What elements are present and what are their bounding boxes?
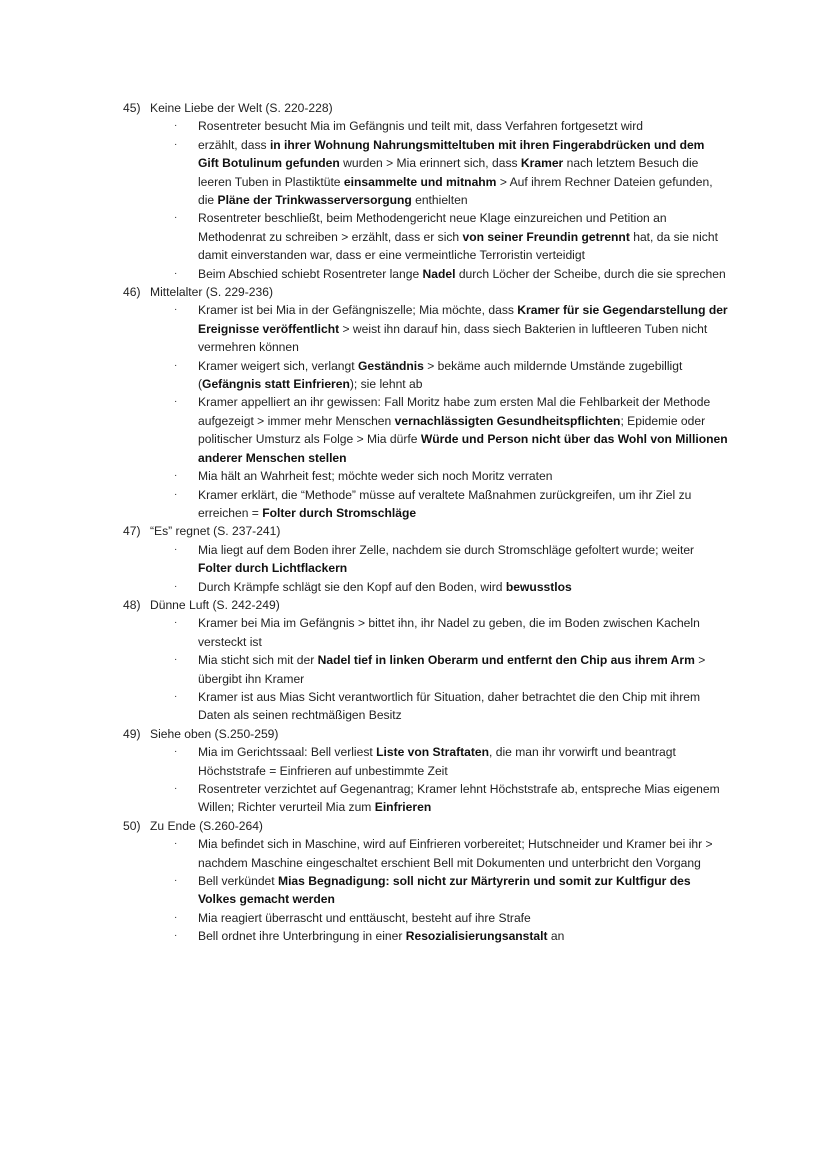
bullet-item <box>123 651 728 688</box>
text: wurden > Mia erinnert sich, dass <box>339 156 521 171</box>
bold-text: vernachlässigten Gesundheitspflichten <box>394 413 621 428</box>
bullet-dot-icon: · <box>174 690 178 702</box>
bold-text: Folter durch Lichtflackern <box>198 561 348 576</box>
bold-text: Würde und Person nicht über das Wohl von Millionen anderer Menschen stellen <box>198 432 728 465</box>
bullet-item <box>123 909 728 927</box>
chapter-heading <box>123 522 728 540</box>
bullet-item <box>123 578 728 596</box>
bullet-dot-icon: · <box>174 654 178 666</box>
chapter-number: 49) <box>123 726 141 741</box>
bullet-dot-icon: · <box>174 267 178 279</box>
bullet-dot-icon: · <box>174 782 178 794</box>
chapter-number: 50) <box>123 818 141 833</box>
chapter-heading <box>123 596 728 614</box>
bullet-item <box>123 927 728 945</box>
bullet-dot-icon: · <box>174 470 178 482</box>
bullet-item <box>123 357 728 394</box>
text: Mia sticht sich mit der <box>198 653 318 668</box>
bullet-item <box>123 265 728 283</box>
bold-text: Nadel <box>422 266 456 281</box>
chapter-section <box>123 522 728 596</box>
text: erzählt, dass <box>198 137 270 152</box>
chapter-number: 46) <box>123 285 141 300</box>
bullet-item <box>123 209 728 264</box>
bullet-item <box>123 780 728 817</box>
chapter-number: 45) <box>123 101 141 115</box>
text: Kramer appelliert an ihr gewissen: Fall Moritz habe zum ersten Mal die Fehlbarkeit der Methode aufgezeigt > immer mehr Menschen <box>198 395 711 428</box>
text: Beim Abschied schiebt Rosentreter lange <box>198 266 423 281</box>
chapter-title: Zu Ende (S.260-264) <box>150 818 263 833</box>
bullet-item <box>123 743 728 780</box>
text: Rosentreter beschließt, beim Methodengericht neue Klage einzureichen und Petition an Methodenrat zu schreiben > erzählt, dass er sich <box>198 211 667 244</box>
bullet-dot-icon: · <box>174 930 178 942</box>
bullet-dot-icon: · <box>174 746 178 758</box>
text: Mia reagiert überrascht und enttäuscht, besteht auf ihre Strafe <box>198 910 531 925</box>
text: Kramer ist aus Mias Sicht verantwortlich für Situation, daher betrachtet die den Chip mit ihrem Daten als seinen rechtmäßigen Besitz <box>198 689 701 723</box>
bold-text: Mias Begnadigung: soll nicht zur Märtyrerin und somit zur Kultfigur des Volkes gemacht werden <box>198 873 691 907</box>
chapter-heading <box>123 283 728 301</box>
chapter-title: “Es” regnet (S. 237-241) <box>150 524 281 539</box>
bullet-dot-icon: · <box>174 580 178 592</box>
bullet-item <box>123 688 728 725</box>
bullet-item <box>123 872 728 909</box>
bullet-dot-icon: · <box>174 874 178 886</box>
chapter-number: 48) <box>123 597 141 612</box>
text: enthielten <box>411 193 468 208</box>
bullet-item <box>123 117 728 135</box>
bullet-item <box>123 467 728 485</box>
bullet-list <box>123 835 728 945</box>
bold-text: Kramer <box>520 156 564 171</box>
chapter-title: Dünne Luft (S. 242-249) <box>150 597 280 612</box>
bold-text: Liste von Straftaten <box>376 745 489 760</box>
text: Kramer erklärt, die “Methode” müsse auf veraltete Maßnahmen zurückgreifen, um ihr Ziel zu erreichen = <box>198 487 692 520</box>
bullet-dot-icon: · <box>174 838 178 850</box>
text: > weist ihn darauf hin, dass siech Bakterien in luftleeren Tuben nicht vermehren können <box>198 321 708 355</box>
bold-text: bewusstlos <box>505 579 572 594</box>
text: Kramer ist bei Mia in der Gefängniszelle; Mia möchte, dass <box>198 303 518 318</box>
text: Mia hält an Wahrheit fest; möchte weder sich noch Moritz verraten <box>198 469 553 484</box>
chapter-title: Mittelalter (S. 229-236) <box>150 285 274 300</box>
text: an <box>547 929 565 944</box>
text: Bell verkündet <box>198 873 278 888</box>
bullet-item <box>123 136 728 210</box>
bullet-dot-icon: · <box>174 911 178 923</box>
text: Mia im Gerichtssaal: Bell verliest <box>198 745 377 760</box>
bullet-item <box>123 614 728 651</box>
bold-text: in ihrer Wohnung Nahrungsmitteltuben mit ihren Fingerabdrücken und dem Gift Botulinum gefunden <box>198 137 705 171</box>
chapter-section <box>123 725 728 817</box>
bullet-list <box>123 614 728 724</box>
bullet-list <box>123 743 728 817</box>
bullet-dot-icon: · <box>174 304 178 316</box>
bullet-dot-icon: · <box>174 488 178 500</box>
text: Bell ordnet ihre Unterbringung in einer <box>198 929 406 944</box>
bold-text: von seiner Freundin getrennt <box>462 229 630 244</box>
chapter-heading <box>123 99 728 117</box>
text: Mia liegt auf dem Boden ihrer Zelle, nachdem sie durch Stromschläge gefoltert wurde; weiter <box>198 542 695 557</box>
text: Kramer weigert sich, verlangt <box>198 358 358 373</box>
bullet-list <box>123 301 728 522</box>
bold-text: Pläne der Trinkwasserversorgung <box>217 193 412 208</box>
bullet-list <box>123 117 728 283</box>
text: > übergibt ihn Kramer <box>198 653 706 686</box>
text: , die man ihr vorwirft und beantragt Höchststrafe = Einfrieren auf unbestimmte Zeit <box>198 745 676 778</box>
bullet-dot-icon: · <box>174 543 178 555</box>
bullet-item <box>123 835 728 872</box>
chapter-list <box>123 99 728 946</box>
bullet-dot-icon: · <box>174 617 178 629</box>
chapter-section <box>123 283 728 522</box>
bullet-item <box>123 541 728 578</box>
bold-text: Nadel tief in linken Oberarm und entfernt den Chip aus ihrem Arm <box>317 653 695 668</box>
chapter-title: Siehe oben (S.250-259) <box>150 726 279 741</box>
text: nach letztem Besuch die leeren Tuben in Plastiktüte <box>198 156 699 189</box>
bold-text: einsammelte und mitnahm <box>343 174 497 189</box>
bold-text: Kramer für sie Gegendarstellung der Ereignisse veröffentlicht <box>198 303 728 336</box>
chapter-section <box>123 817 728 946</box>
text: ); sie lehnt ab <box>349 377 423 392</box>
chapter-number: 47) <box>123 524 141 539</box>
text: > Auf ihrem Rechner Dateien gefunden, die <box>198 174 713 208</box>
text: > bekäme auch mildernde Umstände zugebilligt ( <box>198 358 683 392</box>
bold-text: Einfrieren <box>374 800 432 815</box>
chapter-section <box>123 99 728 283</box>
text: ; Epidemie oder politischer Umsturz als Folge > Mia dürfe <box>198 413 706 447</box>
bold-text: Folter durch Stromschläge <box>262 505 417 520</box>
text: Rosentreter verzichtet auf Gegenantrag; Kramer lehnt Höchststrafe ab, entspreche Mias eigenem Willen; Richter verurteil Mia zum <box>198 781 720 815</box>
chapter-heading <box>123 817 728 835</box>
bold-text: Resozialisierungsanstalt <box>405 929 548 944</box>
text: hat, da sie nicht damit einverstanden war, dass er eine vermeintliche Terroristin verteidigt <box>198 229 718 263</box>
bullet-item <box>123 393 728 467</box>
bullet-list <box>123 541 728 596</box>
text: Durch Krämpfe schlägt sie den Kopf auf den Boden, wird <box>198 579 506 594</box>
bullet-item <box>123 301 728 356</box>
bold-text: Gefängnis statt Einfrieren <box>202 377 350 392</box>
chapter-heading <box>123 725 728 743</box>
bullet-dot-icon: · <box>174 138 178 150</box>
text: Kramer bei Mia im Gefängnis > bittet ihn, ihr Nadel zu geben, die im Boden zwischen Kacheln versteckt ist <box>198 616 700 649</box>
text: durch Löcher der Scheibe, durch die sie sprechen <box>455 266 726 281</box>
text: Mia befindet sich in Maschine, wird auf Einfrieren vorbereitet; Hutschneider und Kramer bei ihr > nachdem Maschine eingeschaltet erschient Bell mit Dokumenten und unterbricht den Vorgang <box>198 837 713 870</box>
bold-text: Geständnis <box>357 358 424 373</box>
bullet-dot-icon: · <box>174 212 178 224</box>
chapter-section <box>123 596 728 725</box>
text: Rosentreter besucht Mia im Gefängnis und teilt mit, dass Verfahren fortgesetzt wird <box>198 119 643 134</box>
bullet-item <box>123 486 728 523</box>
bullet-dot-icon: · <box>174 396 178 408</box>
bullet-dot-icon: · <box>174 120 178 132</box>
bullet-dot-icon: · <box>174 359 178 371</box>
chapter-title: Keine Liebe der Welt (S. 220-228) <box>150 101 333 115</box>
